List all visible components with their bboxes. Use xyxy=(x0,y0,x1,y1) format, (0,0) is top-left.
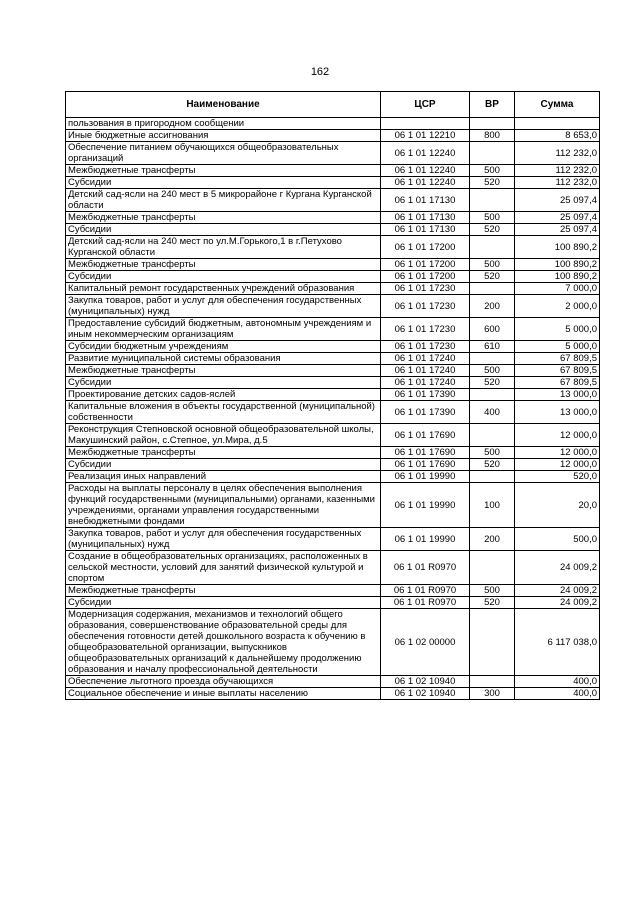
table-row xyxy=(66,318,600,341)
cell-sum: 12 000,0 xyxy=(515,447,600,459)
cell-sum: 2 000,0 xyxy=(515,295,600,318)
cell-vr xyxy=(470,609,515,676)
cell-csr: 06 1 01 17200 xyxy=(381,236,470,259)
cell-csr: 06 1 02 10940 xyxy=(381,688,470,700)
cell-sum: 25 097,4 xyxy=(515,212,600,224)
cell-name: Социальное обеспечение и иные выплаты населению xyxy=(66,688,381,700)
cell-vr xyxy=(470,389,515,401)
cell-vr xyxy=(470,424,515,447)
cell-csr: 06 1 01 17130 xyxy=(381,212,470,224)
cell-vr xyxy=(470,283,515,295)
cell-vr: 500 xyxy=(470,165,515,177)
cell-csr: 06 1 01 12240 xyxy=(381,177,470,189)
cell-vr: 400 xyxy=(470,401,515,424)
cell-vr xyxy=(470,353,515,365)
cell-vr: 610 xyxy=(470,341,515,353)
cell-sum: 20,0 xyxy=(515,483,600,528)
cell-vr: 600 xyxy=(470,318,515,341)
cell-csr: 06 1 01 19990 xyxy=(381,471,470,483)
cell-csr: 06 1 01 17200 xyxy=(381,271,470,283)
cell-sum xyxy=(515,118,600,130)
cell-sum: 25 097,4 xyxy=(515,189,600,212)
cell-csr: 06 1 01 19990 xyxy=(381,528,470,551)
cell-csr xyxy=(381,118,470,130)
cell-name: пользования в пригородном сообщении xyxy=(66,118,381,130)
cell-vr xyxy=(470,471,515,483)
header-name: Наименование xyxy=(66,92,381,118)
table-row xyxy=(66,177,600,189)
table-body xyxy=(66,118,600,700)
cell-vr: 200 xyxy=(470,528,515,551)
cell-name: Проектирование детских садов-яслей xyxy=(66,389,381,401)
cell-sum: 112 232,0 xyxy=(515,177,600,189)
cell-sum: 100 890,2 xyxy=(515,236,600,259)
cell-name: Капитальные вложения в объекты государственной (муниципальной) собственности xyxy=(66,401,381,424)
cell-vr: 500 xyxy=(470,365,515,377)
table-row xyxy=(66,365,600,377)
table-row xyxy=(66,447,600,459)
table-row xyxy=(66,597,600,609)
header-sum: Сумма xyxy=(515,92,600,118)
cell-csr: 06 1 01 19990 xyxy=(381,483,470,528)
cell-sum: 100 890,2 xyxy=(515,259,600,271)
cell-csr: 06 1 01 17130 xyxy=(381,224,470,236)
header-vr: ВР xyxy=(470,92,515,118)
cell-sum: 67 809,5 xyxy=(515,365,600,377)
cell-sum: 100 890,2 xyxy=(515,271,600,283)
header-csr: ЦСР xyxy=(381,92,470,118)
cell-name: Субсидии бюджетным учреждениям xyxy=(66,341,381,353)
cell-vr: 500 xyxy=(470,447,515,459)
table-row xyxy=(66,585,600,597)
table-row xyxy=(66,377,600,389)
cell-name: Межбюджетные трансферты xyxy=(66,165,381,177)
table-row xyxy=(66,688,600,700)
cell-name: Межбюджетные трансферты xyxy=(66,365,381,377)
cell-name: Обеспечение питанием обучающихся общеобразовательных организаций xyxy=(66,142,381,165)
cell-sum: 112 232,0 xyxy=(515,142,600,165)
cell-csr: 06 1 02 00000 xyxy=(381,609,470,676)
cell-csr: 06 1 01 17230 xyxy=(381,318,470,341)
cell-name: Субсидии xyxy=(66,459,381,471)
table-row xyxy=(66,271,600,283)
table-row xyxy=(66,424,600,447)
cell-vr xyxy=(470,676,515,688)
table-row xyxy=(66,389,600,401)
cell-csr: 06 1 01 17200 xyxy=(381,259,470,271)
table-row xyxy=(66,224,600,236)
cell-name: Закупка товаров, работ и услуг для обеспечения государственных (муниципальных) нужд xyxy=(66,528,381,551)
cell-vr: 520 xyxy=(470,459,515,471)
cell-vr: 300 xyxy=(470,688,515,700)
cell-vr: 520 xyxy=(470,271,515,283)
cell-sum: 400,0 xyxy=(515,676,600,688)
cell-csr: 06 1 01 17240 xyxy=(381,377,470,389)
cell-sum: 500,0 xyxy=(515,528,600,551)
cell-csr: 06 1 01 17240 xyxy=(381,353,470,365)
cell-vr xyxy=(470,236,515,259)
page-number: 162 xyxy=(310,66,330,78)
cell-csr: 06 1 01 12240 xyxy=(381,142,470,165)
cell-vr: 500 xyxy=(470,585,515,597)
cell-vr: 520 xyxy=(470,224,515,236)
cell-name: Закупка товаров, работ и услуг для обеспечения государственных (муниципальных) нужд xyxy=(66,295,381,318)
cell-sum: 400,0 xyxy=(515,688,600,700)
cell-sum: 24 009,2 xyxy=(515,551,600,585)
cell-vr: 520 xyxy=(470,597,515,609)
cell-vr: 200 xyxy=(470,295,515,318)
cell-csr: 06 1 01 R0970 xyxy=(381,551,470,585)
cell-name: Создание в общеобразовательных организациях, расположенных в сельской местности, условий для занятий физической культурой и спортом xyxy=(66,551,381,585)
table-row xyxy=(66,189,600,212)
cell-name: Иные бюджетные ассигнования xyxy=(66,130,381,142)
cell-sum: 12 000,0 xyxy=(515,459,600,471)
budget-table xyxy=(65,91,600,700)
cell-sum: 7 000,0 xyxy=(515,283,600,295)
cell-name: Субсидии xyxy=(66,224,381,236)
table-row xyxy=(66,459,600,471)
cell-csr: 06 1 02 10940 xyxy=(381,676,470,688)
table-row xyxy=(66,483,600,528)
cell-csr: 06 1 01 R0970 xyxy=(381,585,470,597)
cell-name: Обеспечение льготного проезда обучающихся xyxy=(66,676,381,688)
table-row xyxy=(66,259,600,271)
cell-sum: 67 809,5 xyxy=(515,353,600,365)
cell-vr xyxy=(470,189,515,212)
table-row xyxy=(66,295,600,318)
cell-csr: 06 1 01 17690 xyxy=(381,459,470,471)
cell-vr xyxy=(470,551,515,585)
cell-name: Реконструкция Степновской основной общеобразовательной школы, Макушинский район, с.Степное, ул.Мира, д.5 xyxy=(66,424,381,447)
cell-sum: 8 653,0 xyxy=(515,130,600,142)
table-row xyxy=(66,130,600,142)
cell-name: Субсидии xyxy=(66,597,381,609)
cell-vr: 800 xyxy=(470,130,515,142)
cell-vr: 520 xyxy=(470,177,515,189)
table-row xyxy=(66,118,600,130)
cell-sum: 25 097,4 xyxy=(515,224,600,236)
cell-name: Детский сад-ясли на 240 мест по ул.М.Горького,1 в г.Петухово Курганской области xyxy=(66,236,381,259)
table-row xyxy=(66,471,600,483)
table-row xyxy=(66,142,600,165)
cell-name: Модернизация содержания, механизмов и технологий общего образования, совершенствование образовательной среды для обеспечения готовности детей дошкольного возраста к обучению в общеобразовательной организации, выпускников общеобразовательных организаций к дальнейшему продолжению образования и началу профессиональной деятельности xyxy=(66,609,381,676)
cell-csr: 06 1 01 17240 xyxy=(381,365,470,377)
table-row xyxy=(66,676,600,688)
cell-csr: 06 1 01 17230 xyxy=(381,283,470,295)
cell-csr: 06 1 01 17390 xyxy=(381,389,470,401)
cell-name: Детский сад-ясли на 240 мест в 5 микрорайоне г Кургана Курганской области xyxy=(66,189,381,212)
cell-vr: 500 xyxy=(470,259,515,271)
table-row xyxy=(66,212,600,224)
cell-sum: 24 009,2 xyxy=(515,597,600,609)
cell-name: Субсидии xyxy=(66,271,381,283)
cell-name: Субсидии xyxy=(66,377,381,389)
cell-csr: 06 1 01 12240 xyxy=(381,165,470,177)
cell-vr xyxy=(470,142,515,165)
cell-sum: 520,0 xyxy=(515,471,600,483)
cell-name: Расходы на выплаты персоналу в целях обеспечения выполнения функций государственными (муниципальными) органами, казенными учреждениями, органами управления государственными внебюджетными фондами xyxy=(66,483,381,528)
cell-name: Межбюджетные трансферты xyxy=(66,259,381,271)
cell-csr: 06 1 01 17230 xyxy=(381,341,470,353)
cell-sum: 13 000,0 xyxy=(515,389,600,401)
cell-sum: 112 232,0 xyxy=(515,165,600,177)
cell-sum: 67 809,5 xyxy=(515,377,600,389)
cell-vr: 500 xyxy=(470,212,515,224)
cell-name: Развитие муниципальной системы образования xyxy=(66,353,381,365)
cell-vr: 520 xyxy=(470,377,515,389)
table-row xyxy=(66,609,600,676)
cell-vr xyxy=(470,118,515,130)
cell-sum: 5 000,0 xyxy=(515,318,600,341)
cell-sum: 13 000,0 xyxy=(515,401,600,424)
cell-name: Предоставление субсидий бюджетным, автономным учреждениям и иным некоммерческим организациям xyxy=(66,318,381,341)
cell-name: Межбюджетные трансферты xyxy=(66,585,381,597)
cell-csr: 06 1 01 17690 xyxy=(381,447,470,459)
cell-csr: 06 1 01 17230 xyxy=(381,295,470,318)
cell-sum: 24 009,2 xyxy=(515,585,600,597)
table-row xyxy=(66,528,600,551)
table-row xyxy=(66,236,600,259)
table-row xyxy=(66,341,600,353)
table-row xyxy=(66,401,600,424)
cell-sum: 6 117 038,0 xyxy=(515,609,600,676)
cell-name: Капитальный ремонт государственных учреждений образования xyxy=(66,283,381,295)
cell-csr: 06 1 01 12210 xyxy=(381,130,470,142)
cell-name: Субсидии xyxy=(66,177,381,189)
table-header-row xyxy=(66,92,600,118)
cell-vr: 100 xyxy=(470,483,515,528)
cell-name: Межбюджетные трансферты xyxy=(66,447,381,459)
cell-name: Реализация иных направлений xyxy=(66,471,381,483)
cell-sum: 5 000,0 xyxy=(515,341,600,353)
cell-csr: 06 1 01 17690 xyxy=(381,424,470,447)
table-row xyxy=(66,551,600,585)
table-row xyxy=(66,165,600,177)
cell-csr: 06 1 01 17130 xyxy=(381,189,470,212)
cell-csr: 06 1 01 17390 xyxy=(381,401,470,424)
cell-name: Межбюджетные трансферты xyxy=(66,212,381,224)
table-row xyxy=(66,283,600,295)
cell-sum: 12 000,0 xyxy=(515,424,600,447)
cell-csr: 06 1 01 R0970 xyxy=(381,597,470,609)
table-row xyxy=(66,353,600,365)
